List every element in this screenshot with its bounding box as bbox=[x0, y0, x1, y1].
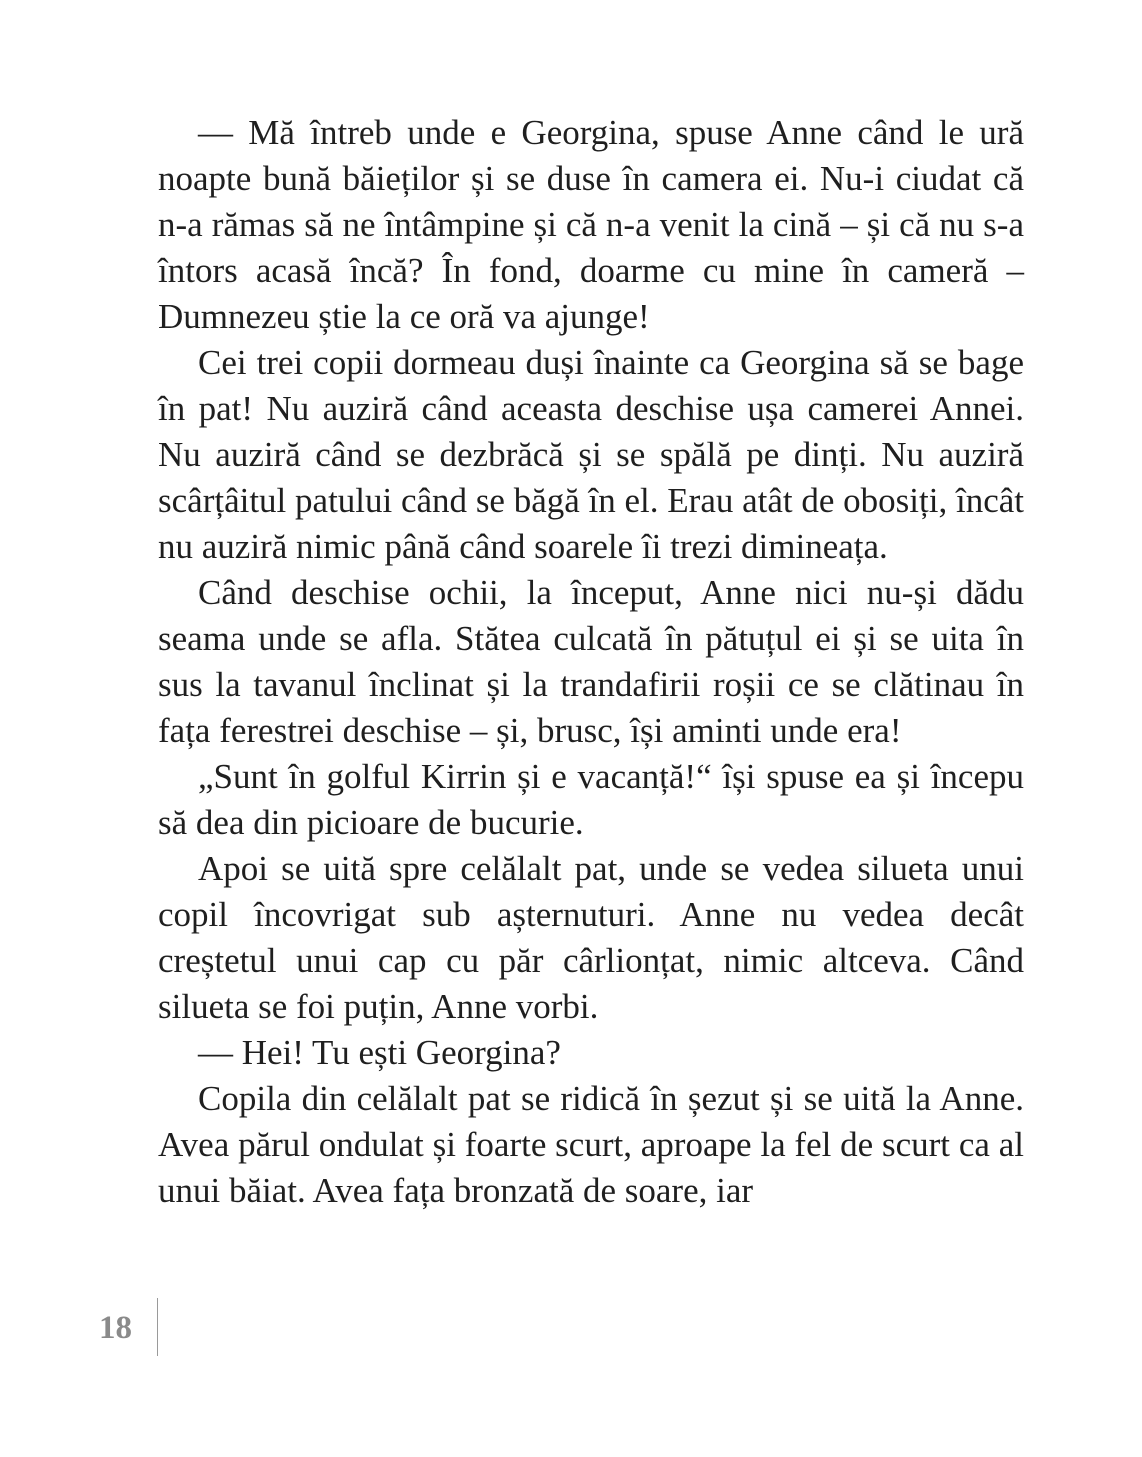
body-text bbox=[158, 110, 1024, 1214]
paragraph-2: Cei trei copii dormeau duși înainte ca Georgina să se bage în pat! Nu auziră când aceasta deschise ușa camerei Annei. Nu auziră când se dezbrăcă și se spălă pe dinți. Nu auziră scârțâitul patului când se băgă în el. Erau atât de obosiți, încât nu auziră nimic până când soarele îi trezi dimineața. bbox=[158, 343, 1024, 566]
paragraph-6: — Hei! Tu ești Georgina? bbox=[198, 1033, 561, 1072]
paragraph-5: Apoi se uită spre celălalt pat, unde se vedea silueta unui copil încovrigat sub așternuturi. Anne nu vedea decât creștetul unui cap cu păr cârlionțat, nimic altceva. Când silueta se foi puțin, Anne vorbi. bbox=[158, 849, 1024, 1026]
paragraph-3: Când deschise ochii, la început, Anne nici nu-și dădu seama unde se afla. Stătea culcată în pătuțul ei și se uita în sus la tavanul înclinat și la trandafirii roșii ce se clătinau în fața ferestrei deschise – și, brusc, își aminti unde era! bbox=[158, 573, 1024, 750]
paragraph-1: — Mă întreb unde e Georgina, spuse Anne când le ură noapte bună băieților și se duse în camera ei. Nu-i ciudat că n-a rămas să ne întâmpine și că n-a venit la cină – și că nu s-a întors acasă încă? În fond, doarme cu mine în cameră – Dumnezeu știe la ce oră va ajunge! bbox=[158, 113, 1024, 336]
paragraph-4: „Sunt în golful Kirrin și e vacanță!“ își spuse ea și începu să dea din picioare de bucurie. bbox=[158, 757, 1024, 842]
page-number: 18 bbox=[99, 1310, 132, 1346]
paragraph-7: Copila din celălalt pat se ridică în șezut și se uită la Anne. Avea părul ondulat și foarte scurt, aproape la fel de scurt ca al unui băiat. Avea fața bronzată de soare, iar bbox=[158, 1079, 1024, 1210]
page-number-divider bbox=[157, 1298, 158, 1356]
